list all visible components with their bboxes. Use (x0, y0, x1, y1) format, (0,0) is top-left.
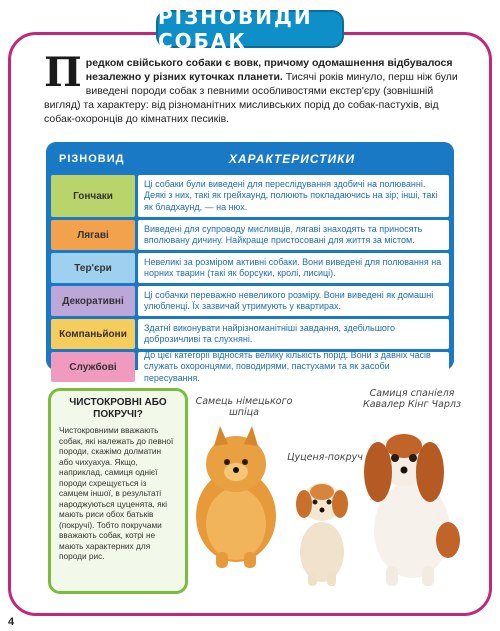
spitz-image (186, 424, 286, 574)
table-row (51, 319, 449, 349)
breeds-table (46, 142, 454, 383)
breed-group-desc: Здатні виконувати найрізноманітніші завдання, здебільшого доброзичливі та слухняні. (138, 319, 449, 349)
mixed-puppy-image (290, 472, 354, 588)
table-row (51, 349, 449, 383)
caption-spitz: Самець німецького шпіца (195, 396, 293, 418)
breed-group-name: Декоративні (51, 286, 135, 316)
page-title: РІЗНОВИДИ СОБАК (156, 10, 344, 48)
table-header (51, 147, 449, 171)
breed-group-name: Лягаві (51, 220, 135, 250)
caption-spaniel: Самиця спаніеля Кавалер Кінг Чарлз (362, 388, 462, 410)
intro-paragraph (44, 49, 464, 126)
breed-group-name: Службові (51, 352, 135, 382)
caption-puppy: Цуценя-покруч (287, 452, 363, 463)
drop-cap: П (44, 49, 82, 96)
breed-group-desc: Невеликі за розміром активні собаки. Вони виведені для полювання на норних тварин (такі як борсуки, кролі, лисиці). (138, 253, 449, 283)
intro-text: Тисячі років минуло, перш ніж були виведені породи собак з певними особливостями екстер'єру (зовнішній вигляд) та характеру: від різноманітних мисливських порід до собак-пастухів, від собак-охоронців до кімнатних песиків. (44, 71, 458, 125)
info-box-title: ЧИСТОКРОВНІ АБО ПОКРУЧІ? (69, 397, 167, 420)
page-number: 4 (8, 616, 15, 628)
table-row (51, 286, 449, 316)
breed-group-desc: Ці собаки були виведені для переслідування здобичі на полюванні. Деякі з них, такі як грейхаунд, полюють покладаючись на зір; інші, такі як бладхаунд, — на нюх. (138, 175, 449, 217)
purebred-info-box (48, 388, 188, 594)
table-row (51, 220, 449, 250)
intro-bold-text: редком свійського собаки є вовк, причому одомашнення відбувалося незалежно у різних куточках планети. (85, 57, 453, 83)
breed-group-name: Тер'єри (51, 253, 135, 283)
breed-group-name: Гончаки (51, 175, 135, 217)
breed-group-desc: До цієї категорії відносять велику кількість порід. Вони з давніх часів служать охоронцями, поводирями, пастухами та як засоби пересування. (138, 352, 449, 382)
table-row (51, 175, 449, 217)
breed-group-name: Компаньйони (51, 319, 135, 349)
spaniel-image (352, 420, 462, 590)
table-header-characteristics: ХАРАКТЕРИСТИКИ (228, 152, 356, 166)
breed-group-desc: Виведені для супроводу мисливців, лягаві знаходять та приносять вполювану дичину. Найкраще пристосовані для життя за містом. (138, 220, 449, 250)
table-row (51, 253, 449, 283)
info-box-text: Чистокровними вважають собак, які належать до певної породи, скажімо долматин або чихуахуа. Якщо, наприклад, самиця однієї породи схрещується із самцем іншої, в результаті народжуються цуценята, які мають риси обох батьків (покручі). Тобто покручами вважають собак, котрі не мають характерних для породи рис. (59, 425, 174, 561)
breed-group-desc: Ці собачки переважно невеликого розміру. Вони виведені як домашні улюбленці. Їх зазвичай утримують у квартирах. (138, 286, 449, 316)
table-header-variety: РІЗНОВИД (59, 153, 125, 165)
